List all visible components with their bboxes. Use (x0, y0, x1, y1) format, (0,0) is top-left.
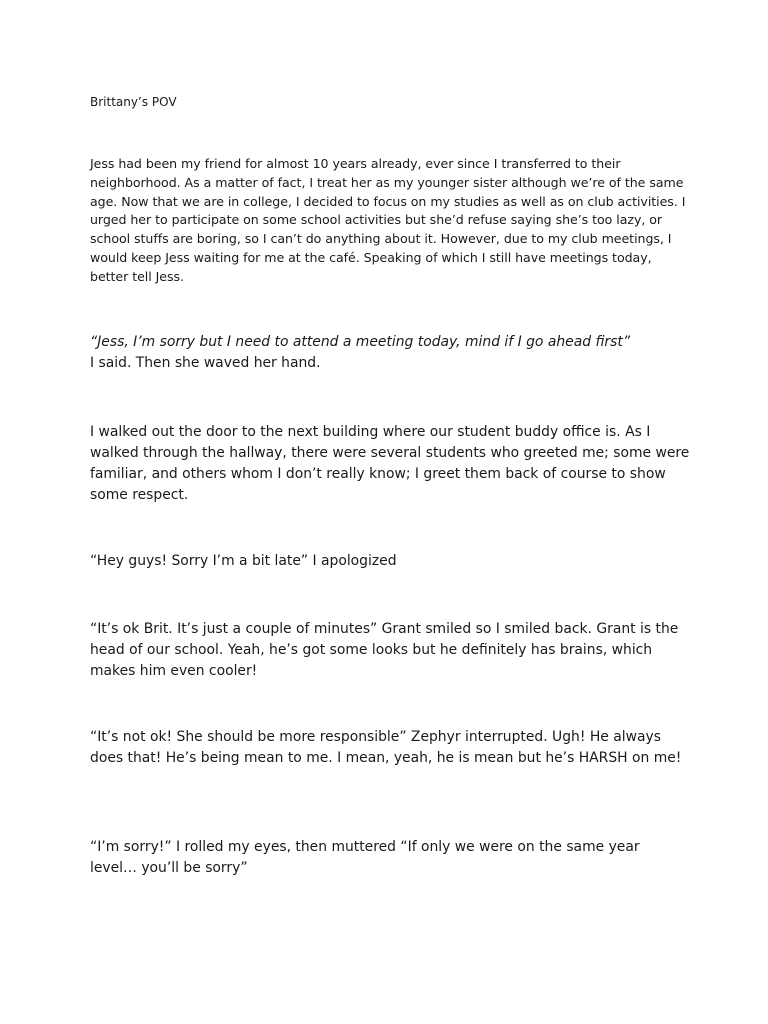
dialogue-paragraph-2 (90, 332, 690, 374)
narrative-paragraph-1: Jess had been my friend for almost 10 years already, ever since I transferred to their neighborhood. As a matter of fact, I treat her as my younger sister although we’re of the same age. Now that we are in college, I decided to focus on my studies as well as on club activities. I urged her to participate on some school activities but she’d refuse saying she’s too lazy, or school stuffs are boring, so I can’t do anything about it. However, due to my club meetings, I would keep Jess waiting for me at the café. Speaking of which I still have meetings today, better tell Jess. (90, 156, 686, 284)
dialogue-paragraph-4: “Hey guys! Sorry I’m a bit late” I apologized (90, 553, 397, 569)
dialogue-paragraph-7: “I’m sorry!” I rolled my eyes, then muttered “If only we were on the same year level… you’ll be sorry” (90, 839, 640, 877)
dialogue-paragraph-6: “It’s not ok! She should be more responsible” Zephyr interrupted. Ugh! He always does that! He’s being mean to me. I mean, yeah, he is mean but he’s HARSH on me! (90, 729, 682, 767)
chapter-heading: Brittany’s POV (90, 95, 177, 109)
dialogue-paragraph-5: “It’s ok Brit. It’s just a couple of minutes” Grant smiled so I smiled back. Grant is the head of our school. Yeah, he’s got some looks but he definitely has brains, which makes him even cooler! (90, 621, 679, 680)
dialogue-tag: I said. Then she waved her hand. (90, 355, 321, 372)
narrative-paragraph-3: I walked out the door to the next building where our student buddy office is. As I walked through the hallway, there were several students who greeted me; some were familiar, and others whom I don’t really know; I greet them back of course to show some respect. (90, 424, 690, 504)
dialogue-quote: “Jess, I’m sorry but I need to attend a meeting today, mind if I go ahead first” (90, 334, 631, 350)
